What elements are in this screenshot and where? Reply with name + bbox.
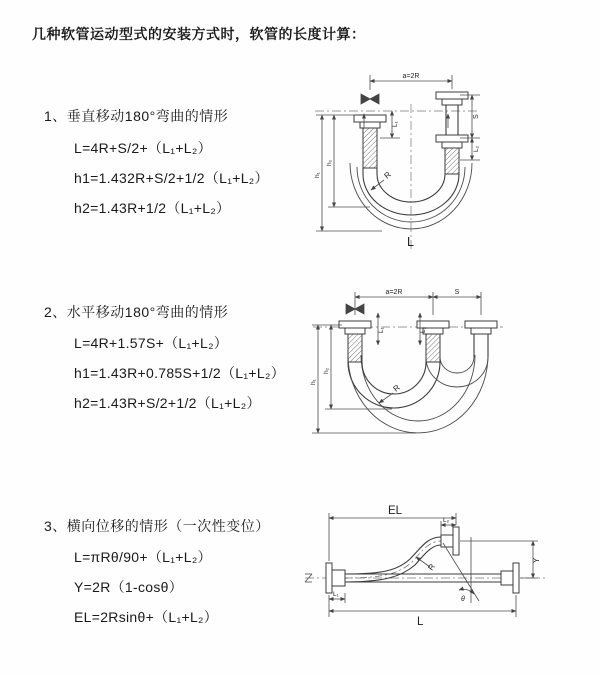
dim-label-h1: h₁ — [314, 172, 321, 178]
page-title: 几种软管运动型式的安装方式时，软管的长度计算： — [32, 26, 366, 42]
length-label: L — [407, 235, 414, 249]
diagram-horizontal-180-bend — [298, 285, 555, 460]
flange-left — [339, 321, 371, 362]
section-3-formula-EL: EL=2Rsinθ+（L₁+L₂） — [74, 609, 219, 625]
dim-label-l2: L₂ — [443, 517, 450, 524]
section-3-formula-L: L=πRθ/90+（L₁+L₂） — [74, 549, 212, 565]
radius-label: R — [391, 382, 402, 394]
section-1-heading: 1、垂直移动180°弯曲的情形 — [44, 108, 229, 124]
valve-icon — [361, 94, 379, 104]
section-1-formula-h1: h1=1.432R+S/2+1/2（L₁+L₂） — [74, 170, 269, 186]
section-2-heading: 2、水平移动180°弯曲的情形 — [44, 304, 229, 320]
length-label: L — [417, 616, 424, 628]
dim-label-h1: h₁ — [310, 379, 317, 385]
dim-label-l1: L₁ — [392, 121, 399, 127]
dim-label-l2: L₂ — [420, 326, 427, 333]
dim-label-h2: h₂ — [323, 367, 330, 374]
radius-label: R — [382, 169, 393, 181]
flange-right-lower — [501, 563, 519, 593]
dim-label-el: EL — [388, 505, 403, 517]
section-3-formula-Y: Y=2R（1-cosθ） — [74, 579, 184, 595]
dim-label-a2r: a=2R — [402, 73, 420, 80]
hose-s-curve — [345, 537, 441, 582]
dim-label-l1: L₁ — [378, 327, 385, 333]
section-2-formula-h2: h2=1.43R+S/2+1/2（L₁+L₂） — [74, 395, 261, 411]
dim-label-h2: h₂ — [326, 159, 333, 166]
dim-label-s: S — [473, 114, 480, 119]
flange-left — [326, 563, 345, 593]
hose-u-bend — [348, 334, 488, 433]
flange-upper-displaced — [441, 527, 459, 555]
radius-label: R — [426, 562, 437, 573]
diagram-lateral-displacement — [293, 493, 587, 661]
dim-label-y: Y — [532, 557, 541, 563]
section-2-formula-L: L=4R+1.57S+（L₁+L₂） — [74, 335, 229, 351]
angle-label-theta: θ — [461, 596, 465, 603]
section-1-formula-L: L=4R+S/2+（L₁+L₂） — [74, 140, 212, 156]
section-3-heading: 3、横向位移的情形（一次性变位） — [44, 518, 270, 534]
section-1-formula-h2: h2=1.43R+1/2（L₁+L₂） — [74, 200, 231, 216]
dim-label-s: S — [454, 289, 460, 296]
flange-right-moved — [465, 321, 497, 334]
dim-label-l2: L₂ — [473, 145, 480, 152]
dim-label-a2r: a=2R — [385, 289, 403, 296]
flange-right — [436, 92, 468, 174]
flange-left — [354, 115, 386, 168]
section-2-formula-h1: h1=1.43R+0.785S+1/2（L₁+L₂） — [74, 365, 285, 381]
dim-label-l1: L₁ — [333, 591, 339, 598]
diagram-vertical-180-bend — [300, 68, 530, 258]
